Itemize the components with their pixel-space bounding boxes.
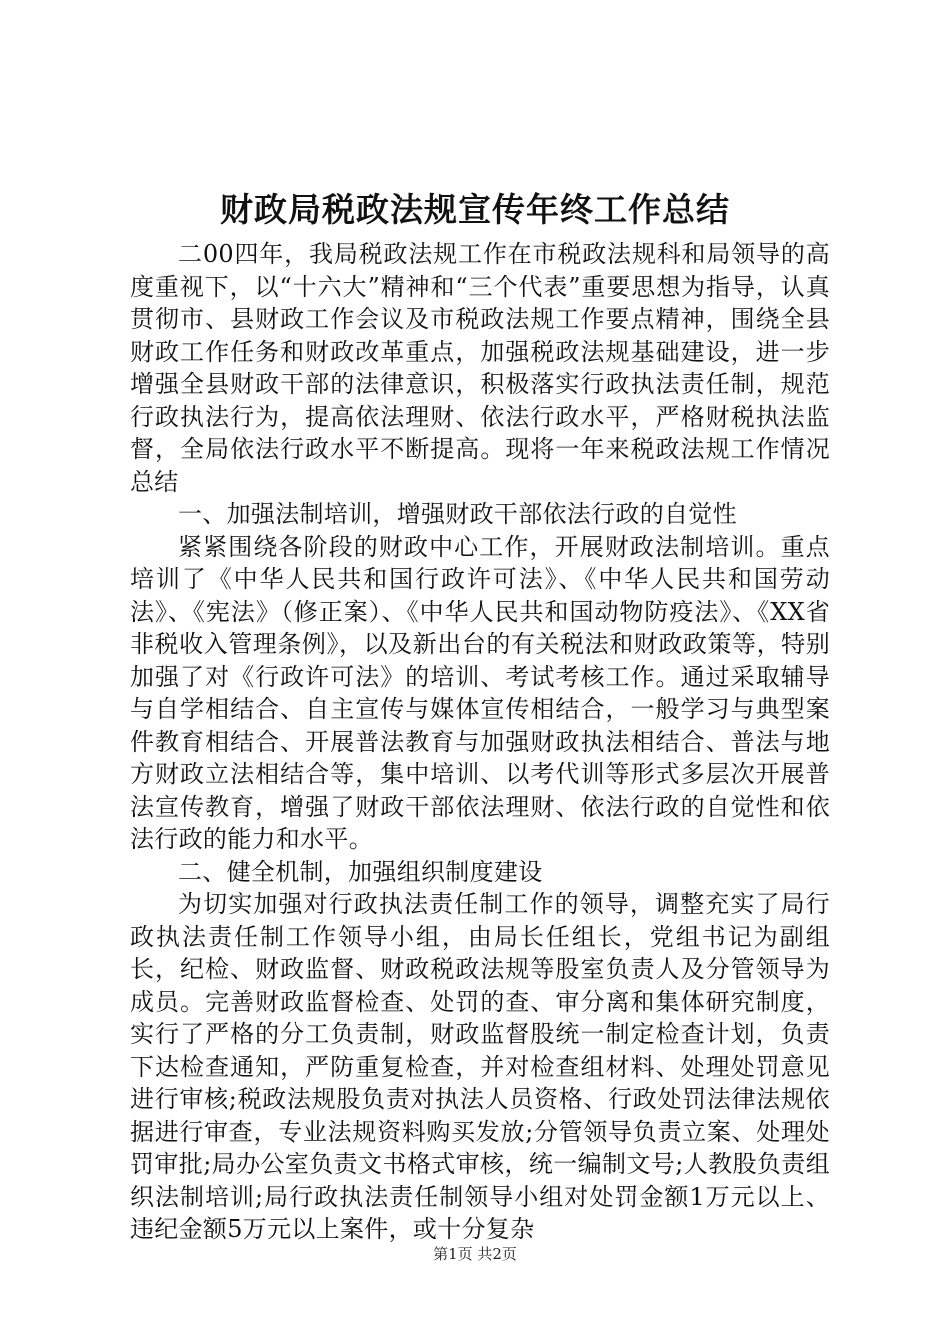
page-footer: 第1页 共2页: [433, 1245, 517, 1263]
section-2-paragraph: 为切实加强对行政执法责任制工作的领导，调整充实了局行政执法责任制工作领导小组，由局长任组长，党组书记为副组长，纪检、财政监督、财政税政法规等股室负责人及分管领导为成员。完善财政监督检查、处罚的查、审分离和集体研究制度，实行了严格的分工负责制，财政监督股统一制定检查计划，负责下达检查通知，严防重复检查，并对检查组材料、处理处罚意见进行审核;税政法规股负责对执法人员资格、行政处罚法律法规依据进行审查，专业法规资料购买发放;分管领导负责立案、处理处罚审批;局办公室负责文书格式审核，统一编制文号;人教股负责组织法制培训;局行政执法责任制领导小组对处罚金额1万元以上、违纪金额5万元以上案件，或十分复杂: [130, 890, 830, 1243]
section-heading-2: 二、健全机制，加强组织制度建设: [178, 857, 543, 886]
document-body: [130, 238, 830, 1246]
intro-paragraph: 二00四年，我局税政法规工作在市税政法规科和局领导的高度重视下，以“十六大”精神和“三个代表”重要思想为指导，认真贯彻市、县财政工作会议及市税政法规工作要点精神，围绕全县财政工作任务和财政改革重点，加强税政法规基础建设，进一步增强全县财政干部的法律意识，积极落实行政执法责任制，规范行政执法行为，提高依法理财、依法行政水平，严格财税执法监督，全局依法行政水平不断提高。现将一年来税政法规工作情况总结: [130, 240, 830, 496]
section-1-paragraph: 紧紧围绕各阶段的财政中心工作，开展财政法制培训。重点培训了《中华人民共和国行政许可法》、《中华人民共和国劳动法》、《宪法》（修正案）、《中华人民共和国动物防疫法》、《XX省非税收入管理条例》，以及新出台的有关税法和财政政策等，特别加强了对《行政许可法》的培训、考试考核工作。通过采取辅导与自学相结合、自主宣传与媒体宣传相结合，一般学习与典型案件教育相结合、开展普法教育与加强财政执法相结合、普法与地方财政立法相结合等，集中培训、以考代训等形式多层次开展普法宣传教育，增强了财政干部依法理财、依法行政的自觉性和依法行政的能力和水平。: [130, 532, 830, 853]
document-title: 财政局税政法规宣传年终工作总结: [220, 190, 730, 229]
section-heading-1: 一、加强法制培训，增强财政干部依法行政的自觉性: [178, 500, 737, 528]
